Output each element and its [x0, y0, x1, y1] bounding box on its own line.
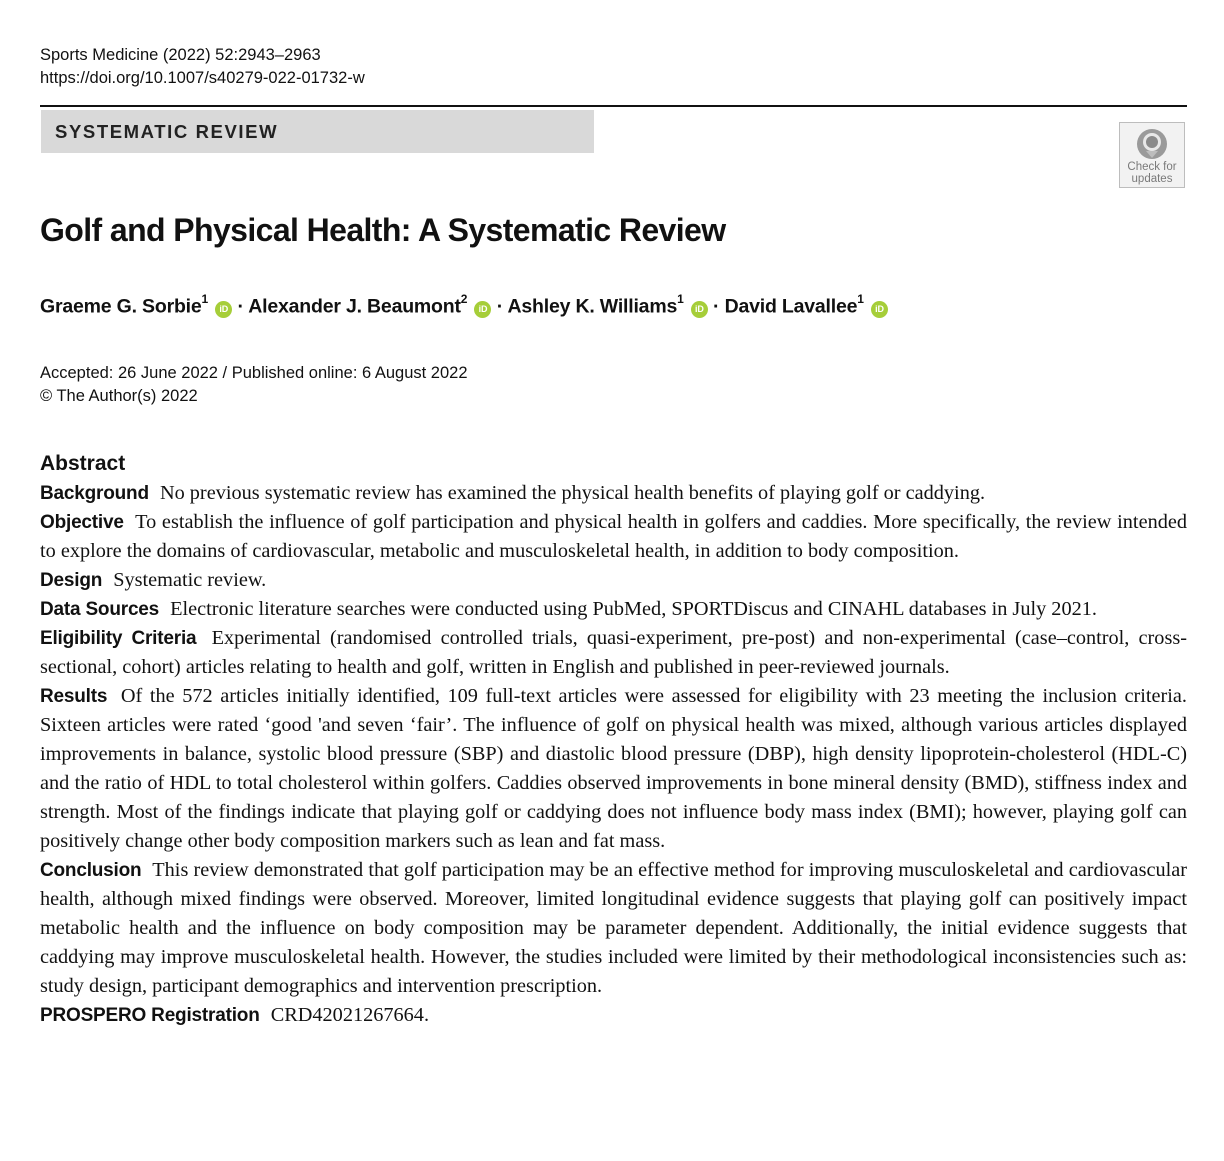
author-separator: ·: [496, 295, 503, 318]
section-text: Of the 572 articles initially identified, 109 full-text articles were assessed for eligibility with 23 meeting the inclusion criteria. Sixteen articles were rated ‘good 'and seven ‘fair’. The influence of golf on physical health was mixed, although various articles displayed improvements in balance, systolic blood pressure (SBP) and diastolic blood pressure (DBP), high density lipoprotein-cholesterol (HDL-C) and the ratio of HDL to total cholesterol within golfers. Caddies observed improvements in bone mineral density (BMD), stiffness index and strength. Most of the findings indicate that playing golf or caddying does not influence body mass index (BMI); however, playing golf can positively change other body composition markers such as lean and fat mass.: [40, 685, 1187, 852]
crossmark-icon: [1135, 127, 1169, 161]
article-type: SYSTEMATIC REVIEW: [55, 121, 279, 142]
check-for-updates-line1: Check for: [1127, 161, 1177, 173]
section-label: Results: [40, 686, 108, 707]
affiliation-marker: 2: [460, 292, 468, 306]
section-label: Background: [40, 483, 149, 504]
section-label: Conclusion: [40, 860, 142, 881]
journal-header: [40, 44, 365, 90]
section-label: PROSPERO Registration: [40, 1005, 260, 1026]
abstract-section-background: [40, 479, 1187, 508]
section-text: Systematic review.: [113, 569, 267, 591]
section-label: Eligibility Criteria: [40, 628, 197, 649]
author-name[interactable]: David Lavallee: [724, 295, 858, 318]
author-separator: ·: [237, 295, 244, 318]
abstract-section-results: [40, 682, 1187, 856]
accepted-published-line: Accepted: 26 June 2022 / Published online: 6 August 2022: [40, 364, 468, 382]
article-type-band: [41, 110, 594, 153]
section-label: Data Sources: [40, 599, 160, 620]
author-separator: ·: [713, 295, 720, 318]
section-label: Design: [40, 570, 103, 591]
author-name[interactable]: Alexander J. Beaumont: [248, 295, 461, 318]
orcid-icon[interactable]: iD: [691, 301, 708, 318]
section-text: No previous systematic review has examined the physical health benefits of playing golf or caddying.: [159, 482, 986, 504]
abstract-section-eligibility: [40, 624, 1187, 682]
check-for-updates-badge[interactable]: [1119, 122, 1185, 188]
article-title: Golf and Physical Health: A Systematic Review: [40, 212, 726, 248]
affiliation-marker: 1: [857, 292, 864, 306]
abstract-section-data-sources: [40, 595, 1187, 624]
orcid-icon[interactable]: iD: [474, 301, 491, 318]
section-text: CRD42021267664.: [270, 1004, 430, 1026]
section-label: Objective: [40, 512, 124, 533]
affiliation-marker: 1: [201, 292, 209, 306]
abstract-section-conclusion: [40, 856, 1187, 1001]
abstract: [40, 451, 1187, 1030]
doi-link[interactable]: https://doi.org/10.1007/s40279-022-01732-w: [40, 69, 365, 87]
abstract-section-prospero: [40, 1001, 1187, 1030]
section-text: Experimental (randomised controlled trials, quasi-experiment, pre-post) and non-experimental (case–control, cross-sectional, cohort) articles relating to health and golf, written in English and published in peer-reviewed journals.: [40, 627, 1187, 678]
affiliation-marker: 1: [677, 292, 684, 306]
copyright-line: © The Author(s) 2022: [40, 387, 198, 405]
author-name[interactable]: Ashley K. Williams: [507, 295, 678, 318]
section-text: Electronic literature searches were conducted using PubMed, SPORTDiscus and CINAHL databases in July 2021.: [170, 598, 1097, 620]
check-for-updates-line2: updates: [1131, 173, 1173, 185]
abstract-section-design: [40, 566, 1187, 595]
author-list: [40, 294, 888, 319]
abstract-heading: Abstract: [40, 452, 126, 475]
publication-dates: [40, 362, 468, 408]
section-text: This review demonstrated that golf participation may be an effective method for improving musculoskeletal and cardiovascular health, although mixed findings were observed. Moreover, limited longitudinal evidence suggests that playing golf can positively impact metabolic health and the influence on body composition may be parameter dependent. Additionally, the initial evidence suggests that caddying may improve musculoskeletal health. However, the studies included were limited by their methodological inconsistencies such as: study design, participant demographics and intervention prescription.: [40, 859, 1187, 997]
abstract-section-objective: [40, 508, 1187, 566]
header-rule: [40, 105, 1187, 107]
author-name[interactable]: Graeme G. Sorbie: [40, 295, 202, 318]
section-text: To establish the influence of golf participation and physical health in golfers and caddies. More specifically, the review intended to explore the domains of cardiovascular, metabolic and musculoskeletal health, in addition to body composition.: [40, 511, 1187, 562]
orcid-icon[interactable]: iD: [871, 301, 888, 318]
journal-citation: Sports Medicine (2022) 52:2943–2963: [40, 46, 321, 64]
orcid-icon[interactable]: iD: [215, 301, 232, 318]
